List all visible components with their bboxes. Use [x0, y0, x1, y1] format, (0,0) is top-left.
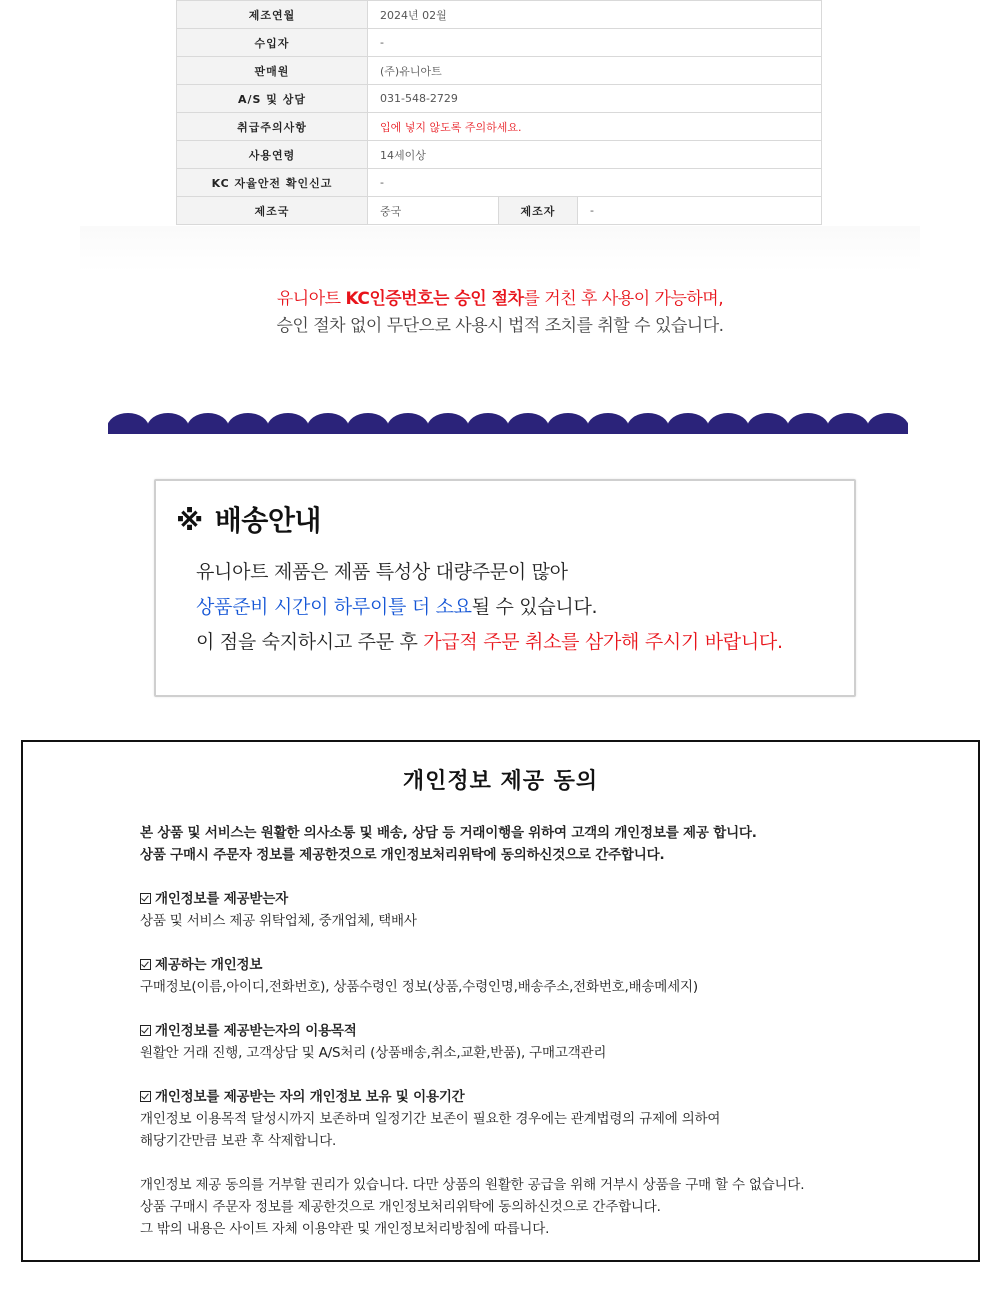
row-label: 수입자 — [177, 29, 368, 57]
privacy-section-text: 원활안 거래 진행, 고객상담 및 A/S처리 (상품배송,취소,교환,반품), 구매고객관리 — [140, 1045, 607, 1061]
privacy-footer-line: 상품 구매시 주문자 정보를 제공한것으로 개인정보처리위탁에 동의하신것으로 간주합니다. — [140, 1199, 661, 1215]
row-label: 제조연월 — [177, 1, 368, 29]
table-row — [177, 141, 822, 169]
row-value-warning: 입에 넣지 않도록 주의하세요. — [368, 113, 822, 141]
privacy-section-heading-text: 개인정보를 제공받는자 — [155, 891, 288, 907]
shipping-line — [196, 590, 783, 625]
shipping-title-text: 배송안내 — [214, 504, 321, 537]
privacy-intro-line: 상품 구매시 주문자 정보를 제공한것으로 개인정보처리위탁에 동의하신것으로 간주합니다. — [140, 847, 665, 863]
privacy-intro-line: 본 상품 및 서비스는 원활한 의사소통 및 배송, 상담 등 거래이행을 위하여 고객의 개인정보를 제공 합니다. — [140, 825, 757, 841]
shipping-highlight-blue: 상품준비 시간이 하루이틀 더 소요 — [196, 596, 472, 618]
privacy-section-heading-text: 개인정보를 제공받는 자의 개인정보 보유 및 이용기간 — [155, 1089, 465, 1105]
wave-divider — [108, 412, 908, 434]
privacy-section-heading-text: 제공하는 개인정보 — [155, 957, 263, 973]
privacy-section-heading — [140, 1020, 940, 1042]
privacy-intro — [140, 822, 940, 866]
kc-notice-text: 를 거친 후 사용이 가능하며, — [523, 289, 724, 309]
privacy-section — [140, 954, 940, 998]
table-shadow — [80, 226, 920, 272]
privacy-section-heading — [140, 1086, 940, 1108]
row-value: - — [578, 197, 822, 225]
table-row — [177, 169, 822, 197]
privacy-title: 개인정보 제공 동의 — [402, 769, 599, 794]
privacy-footer-line: 개인정보 제공 동의를 거부할 권리가 있습니다. 다만 상품의 원활한 공급을 위해 거부시 상품을 구매 할 수 없습니다. — [140, 1177, 805, 1193]
row-value: - — [368, 29, 822, 57]
privacy-section-text: 개인정보 이용목적 달성시까지 보존하며 일정기간 보존이 필요한 경우에는 관계법령의 규제에 의하여 — [140, 1111, 721, 1127]
row-value: (주)유니아트 — [368, 57, 822, 85]
kc-notice-emphasis: KC인증번호는 승인 절차 — [345, 289, 524, 309]
row-value: 2024년 02월 — [368, 1, 822, 29]
row-value: - — [368, 169, 822, 197]
row-label: KC 자율안전 확인신고 — [177, 169, 368, 197]
privacy-section — [140, 1086, 940, 1152]
row-label: A/S 및 상담 — [177, 85, 368, 113]
shipping-line-rest: 될 수 있습니다. — [471, 596, 598, 618]
privacy-section-text: 상품 및 서비스 제공 위탁업체, 중개업체, 택배사 — [140, 913, 417, 929]
privacy-consent-box — [21, 740, 980, 1262]
row-label: 사용연령 — [177, 141, 368, 169]
privacy-section-text: 해당기간만큼 보관 후 삭제합니다. — [140, 1133, 337, 1149]
table-row — [177, 29, 822, 57]
checkbox-checked-icon — [140, 1091, 151, 1102]
privacy-footer-line: 그 밖의 내용은 사이트 자체 이용약관 및 개인정보처리방침에 따릅니다. — [140, 1221, 550, 1237]
kc-notice-line2: 승인 절차 없이 무단으로 사용시 법적 조치를 취할 수 있습니다. — [276, 316, 724, 336]
table-row — [177, 85, 822, 113]
privacy-section-heading-text: 개인정보를 제공받는자의 이용목적 — [155, 1023, 357, 1039]
shipping-highlight-red: 가급적 주문 취소를 삼가해 주시기 바랍니다. — [423, 631, 783, 653]
shipping-line — [196, 625, 783, 660]
privacy-section — [140, 888, 940, 932]
checkbox-checked-icon — [140, 959, 151, 970]
row-value: 14세이상 — [368, 141, 822, 169]
privacy-section — [140, 1020, 940, 1064]
row-label: 취급주의사항 — [177, 113, 368, 141]
table-row — [177, 1, 822, 29]
shipping-text — [196, 555, 783, 660]
privacy-section-text: 구매정보(이름,아이디,전화번호), 상품수령인 정보(상품,수령인명,배송주소,전화번호,배송메세지) — [140, 979, 698, 995]
privacy-body — [140, 822, 940, 1240]
table-row — [177, 197, 822, 225]
table-row — [177, 113, 822, 141]
checkbox-checked-icon — [140, 893, 151, 904]
row-label: 제조자 — [499, 197, 578, 225]
shipping-line: 유니아트 제품은 제품 특성상 대량주문이 많아 — [196, 561, 568, 583]
row-label: 제조국 — [177, 197, 368, 225]
privacy-section-heading — [140, 888, 940, 910]
kc-notice-line1 — [0, 286, 1000, 313]
row-value: 031-548-2729 — [368, 85, 822, 113]
shipping-notice-box — [154, 479, 856, 697]
privacy-footer — [140, 1174, 940, 1240]
checkbox-checked-icon — [140, 1025, 151, 1036]
table-row — [177, 57, 822, 85]
shipping-title — [176, 499, 321, 539]
shipping-line-start: 이 점을 숙지하시고 주문 후 — [196, 631, 424, 653]
product-info-table — [176, 0, 822, 225]
kc-notice — [0, 286, 1000, 340]
kc-notice-text: 유니아트 — [276, 289, 346, 309]
row-label: 판매원 — [177, 57, 368, 85]
row-value: 중국 — [368, 197, 499, 225]
reference-mark-icon: ※ — [176, 504, 203, 537]
privacy-section-heading — [140, 954, 940, 976]
